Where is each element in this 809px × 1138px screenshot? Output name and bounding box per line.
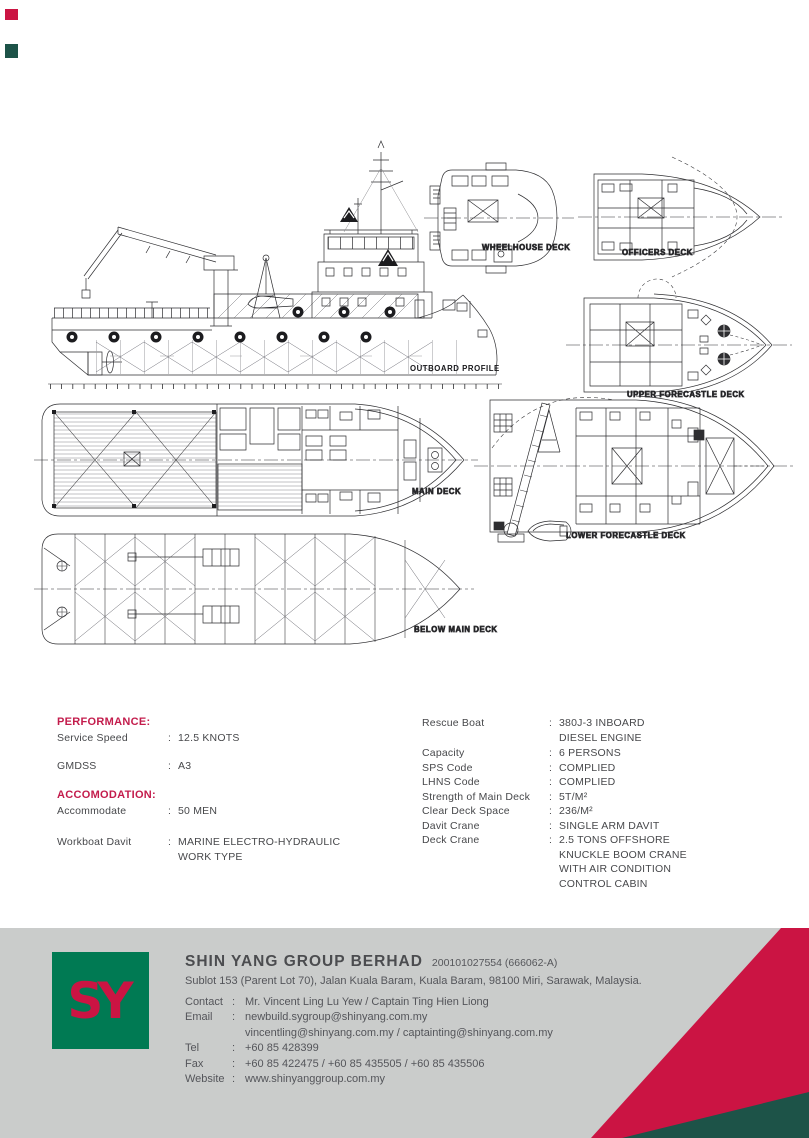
label-outboard-profile: OUTBOARD PROFILE — [410, 364, 500, 373]
spec-label: GMDSS — [57, 760, 97, 772]
spec-colon: : — [549, 819, 553, 832]
spec-row-workboat-davit — [57, 835, 340, 864]
spec-value: 5T/M² — [559, 790, 588, 803]
email-value: newbuild.sygroup@shinyang.com.my — [245, 1011, 428, 1024]
company-registration: 200101027554 (666062-A) — [431, 957, 558, 969]
workboat — [528, 521, 571, 541]
contact-rows — [185, 995, 553, 1088]
email-row — [185, 1010, 553, 1025]
spec-colon: : — [549, 747, 553, 759]
spec-value: 12.5 KNOTS — [178, 732, 240, 744]
spec-row-deck-crane — [422, 833, 687, 891]
email-value-2: vincentling@shinyang.com.my / captainting@shinyang.com.my — [245, 1026, 553, 1039]
website-label: Website — [185, 1073, 225, 1086]
wheelhouse-deck-drawing — [424, 163, 574, 273]
spec-value: DIESEL ENGINE — [559, 731, 642, 744]
label-wheelhouse-deck: WHEELHOUSE DECK — [482, 243, 571, 252]
spec-value: MARINE ELECTRO-HYDRAULIC — [178, 836, 341, 848]
website-value: www.shinyanggroup.com.my — [245, 1073, 386, 1086]
spec-colon: : — [168, 805, 172, 817]
spec-value: 2.5 TONS OFFSHORE — [559, 834, 670, 846]
spec-colon: : — [549, 776, 553, 788]
spec-colon: : — [168, 760, 172, 772]
mast — [344, 141, 470, 318]
spec-value: A3 — [178, 760, 192, 772]
spec-colon: : — [168, 732, 172, 744]
spec-colon: : — [168, 836, 172, 848]
officers-deck-drawing — [578, 157, 782, 277]
spec-label: Deck Crane — [422, 834, 480, 846]
sy-logo — [52, 952, 149, 1049]
spec-value: CONTROL CABIN — [559, 877, 648, 890]
funnel-mark — [340, 207, 398, 266]
spec-colon: : — [549, 790, 553, 803]
sy-logo-monogram: SY — [67, 971, 128, 1030]
spec-value: SINGLE ARM DAVIT — [559, 819, 660, 832]
contact-colon: : — [232, 996, 236, 1008]
spec-value: COMPLIED — [559, 776, 616, 788]
spec-label: Davit Crane — [422, 819, 480, 832]
label-officers-deck: OFFICERS DECK — [622, 248, 693, 257]
deck-crane — [82, 227, 238, 326]
spec-row-clear-deck-space — [422, 804, 593, 819]
tel-row — [185, 1041, 553, 1056]
label-below-main-deck: BELOW MAIN DECK — [414, 625, 498, 634]
contact-label: Contact — [185, 996, 223, 1008]
contact-value: Mr. Vincent Ling Lu Yew / Captain Ting Hien Liong — [245, 996, 489, 1008]
label-main-deck: MAIN DECK — [412, 487, 462, 496]
upper-forecastle-deck-drawing — [566, 279, 792, 399]
a-frame-davit — [248, 255, 293, 318]
spec-row-capacity — [422, 746, 621, 761]
spec-row-lhns-code — [422, 775, 615, 790]
fax-colon: : — [232, 1057, 236, 1070]
spec-value: KNUCKLE BOOM CRANE — [559, 848, 687, 861]
lower-forecastle-deck-drawing — [474, 396, 794, 542]
website-colon: : — [232, 1073, 236, 1086]
spec-value: WORK TYPE — [178, 850, 243, 863]
spec-colon: : — [549, 834, 553, 846]
spec-value: 6 PERSONS — [559, 747, 621, 759]
email-label: Email — [185, 1011, 213, 1024]
spec-label: LHNS Code — [422, 776, 480, 788]
spec-label: Strength of Main Deck — [422, 790, 531, 803]
spec-label: Accommodate — [57, 805, 127, 817]
email-row-2 — [185, 1026, 553, 1041]
main-deck-drawing — [34, 404, 478, 516]
company-address: Sublot 153 (Parent Lot 70), Jalan Kuala Baram, Kuala Baram, 98100 Miri, Sarawak, Malaysia. — [185, 975, 642, 987]
website-row — [185, 1072, 553, 1087]
outboard-profile-drawing — [48, 141, 502, 387]
company-name: SHIN YANG GROUP BERHAD — [185, 953, 423, 970]
spec-label: Rescue Boat — [422, 717, 485, 729]
contact-row — [185, 995, 553, 1010]
label-lower-forecastle-deck: LOWER FORECASTLE DECK — [566, 531, 686, 540]
email-colon: : — [232, 1011, 236, 1024]
label-upper-forecastle-deck: UPPER FORECASTLE DECK — [627, 390, 745, 399]
spec-row-service-speed — [57, 731, 240, 746]
tel-value: +60 85 428399 — [245, 1042, 319, 1055]
fax-row — [185, 1057, 553, 1072]
spec-label: Workboat Davit — [57, 836, 132, 848]
spec-label: SPS Code — [422, 761, 473, 774]
spec-colon: : — [549, 805, 553, 817]
spec-value: 50 MEN — [178, 805, 218, 817]
fenders — [67, 307, 396, 343]
forecastle-crane — [492, 397, 614, 542]
spec-row-gmdss — [57, 759, 191, 774]
tel-label: Tel — [185, 1042, 200, 1055]
tel-colon: : — [232, 1042, 236, 1055]
spec-colon: : — [549, 717, 553, 729]
company-line — [185, 953, 557, 971]
spec-value: 380J-3 INBOARD — [559, 717, 645, 729]
spec-value: COMPLIED — [559, 761, 616, 774]
fax-label: Fax — [185, 1057, 204, 1070]
fax-value: +60 85 422475 / +60 85 435505 / +60 85 435506 — [245, 1057, 485, 1070]
spec-label: Service Speed — [57, 732, 128, 744]
spec-row-davit-crane — [422, 819, 659, 834]
spec-row-accommodate — [57, 804, 217, 819]
spec-colon: : — [549, 761, 553, 774]
spec-row-strength-main-deck — [422, 790, 587, 805]
accommodation-heading: ACCOMODATION: — [57, 789, 157, 801]
spec-row-sps-code — [422, 761, 615, 776]
spec-value: 236/M² — [559, 805, 593, 817]
spec-value: WITH AIR CONDITION — [559, 863, 672, 876]
spec-label: Capacity — [422, 747, 465, 759]
spec-label: Clear Deck Space — [422, 805, 510, 817]
below-main-deck-drawing — [34, 534, 498, 644]
spec-row-rescue-boat — [422, 716, 645, 745]
performance-heading: PERFORMANCE: — [57, 716, 151, 728]
